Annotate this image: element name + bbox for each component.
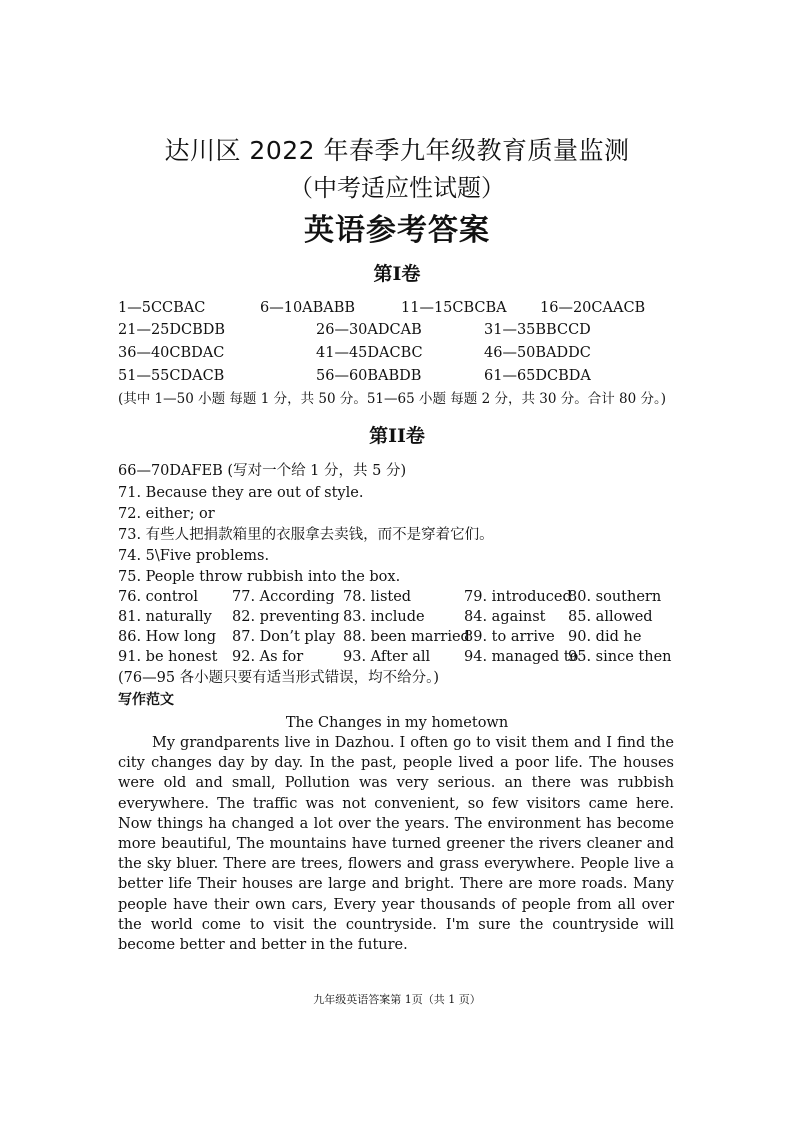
answer-line: 75. People throw rubbish into the box. — [118, 569, 401, 585]
grid-cell: 79. introduced — [464, 589, 572, 605]
essay-title: The Changes in my hometown — [285, 715, 509, 731]
grid-cell: 92. As for — [232, 649, 304, 665]
grid-cell: 90. did he — [568, 629, 642, 645]
answer-group: 11—15CBCBA — [401, 300, 507, 316]
grid-cell: 86. How long — [118, 629, 217, 645]
grid-cell: 80. southern — [568, 589, 662, 605]
answer-group: 16—20CAACB — [540, 300, 646, 316]
grid-cell: 77. According — [232, 589, 335, 605]
answer-group: 56—60BABDB — [316, 368, 422, 384]
part1-heading: 第I卷 — [373, 263, 421, 285]
exam-title: 达川区 2022 年春季九年级教育质量监测 — [164, 136, 630, 165]
grid-cell: 87. Don’t play — [232, 629, 336, 645]
answer-line: 72. either; or — [118, 506, 215, 522]
grid-cell: 91. be honest — [118, 649, 218, 665]
grid-cell: 81. naturally — [118, 609, 212, 625]
document-title: 英语参考答案 — [304, 213, 490, 248]
answer-group: 26—30ADCAB — [316, 322, 422, 338]
grid-note: (76—95 各小题只要有适当形式错误，均不给分。) — [118, 670, 440, 686]
grid-cell: 94. managed to — [464, 649, 579, 665]
exam-subtitle: （中考适应性试题） — [289, 174, 505, 202]
answer-group: 31—35BBCCD — [484, 322, 591, 338]
essay-body: My grandparents live in Dazhou. I often go to visit them and I find the city changes day by day. In the past, people lived a poor life. The houses were old and small, Pollution was very serious. an there was rubbish everywhere. The traffic was not convenient, so few visitors came here. Now things ha changed a lot over the years. The environment has become more beautiful, The mountains have turned greener the rivers cleaner and the sky bluer. There are trees, flowers and grass everywhere. People live a better life Their houses are large and bright. There are more roads. Many people have their own cars, Every year thousands of people from all over the world come to visit the countryside. I'm sure the countryside will become better and better in the future. — [118, 735, 674, 954]
grid-cell: 88. been married — [343, 629, 470, 645]
answer-group: 36—40CBDAC — [118, 345, 225, 361]
grid-cell: 84. against — [464, 609, 546, 625]
answer-line: 74. 5\Five problems. — [118, 548, 270, 564]
answer-line: 73. 有些人把捐款箱里的衣服拿去卖钱，而不是穿着它们。 — [118, 527, 494, 543]
answer-group: 6—10ABABB — [260, 300, 356, 316]
page-footer: 九年级英语答案第 1页（共 1 页） — [313, 993, 481, 1006]
grid-cell: 83. include — [343, 609, 425, 625]
answer-group: 1—5CCBAC — [118, 300, 206, 316]
part2-heading: 第II卷 — [369, 425, 425, 447]
grid-cell: 95. since then — [568, 649, 672, 665]
answer-group: 61—65DCBDA — [484, 368, 591, 384]
answer-line: 66—70DAFEB (写对一个给 1 分，共 5 分) — [118, 463, 407, 479]
writing-heading: 写作范文 — [118, 692, 174, 708]
answer-group: 51—55CDACB — [118, 368, 225, 384]
grid-cell: 93. After all — [343, 649, 431, 665]
grid-cell: 89. to arrive — [464, 629, 555, 645]
answer-group: 46—50BADDC — [484, 345, 591, 361]
answer-group: 21—25DCBDB — [118, 322, 226, 338]
grid-cell: 76. control — [118, 589, 198, 605]
answer-line: 71. Because they are out of style. — [118, 485, 364, 501]
scoring-note: (其中 1—50 小题 每题 1 分，共 50 分。51—65 小题 每题 2 分，共 30 分。合计 80 分。) — [118, 391, 666, 407]
answer-group: 41—45DACBC — [316, 345, 423, 361]
grid-cell: 78. listed — [343, 589, 412, 605]
grid-cell: 82. preventing — [232, 609, 340, 625]
grid-cell: 85. allowed — [568, 609, 653, 625]
